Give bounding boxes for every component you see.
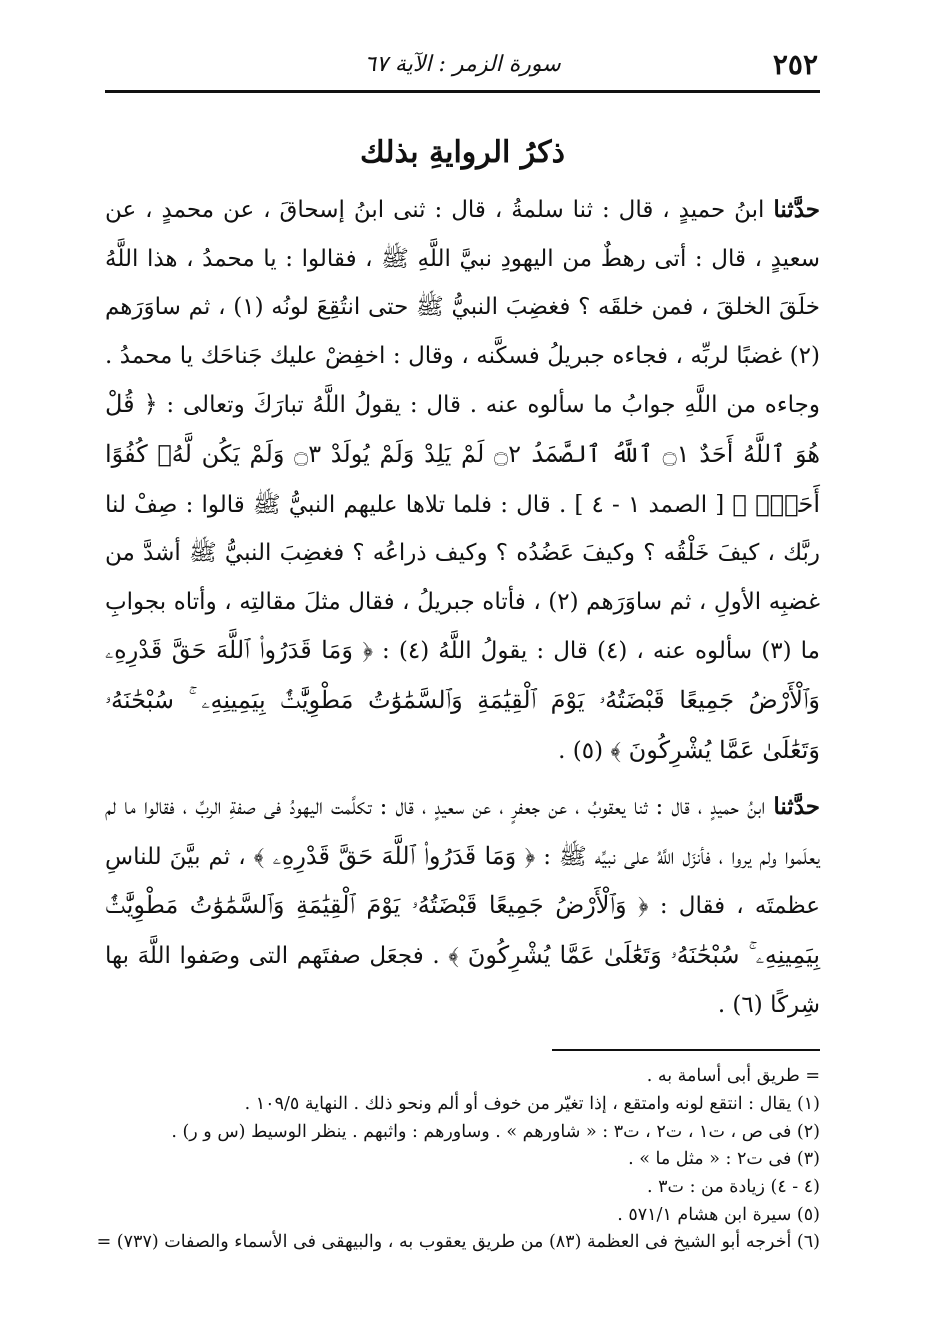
quran-quote: ﴿ وَمَا قَدَرُوا۟ ٱللَّهَ حَقَّ قَدْرِهِۦ وَٱلْأَرْضُ جَمِيعًا قَبْضَتُهُۥ يَوْمَ ٱلْقِيَٰمَةِ وَٱلسَّمَٰوَٰتُ مَطْوِيَّٰتٌۢ بِيَمِينِهِۦ ۚ سُبْحَٰنَهُۥ وَتَعَٰلَىٰ عَمَّا يُشْرِكُونَ ﴾: [105, 636, 820, 764]
narration-text: ابنُ حميدٍ ، قال : ثنا يعقوبُ ، عن جعفرٍ ، عن سعيدٍ ، قال : تكلَّمت اليهودُ فى صفةِ الربِّ ، فقالوا ما لم يعلَموا ولم يروا ، فأنزَل اللَّهُ على نبيِّه ﷺ :: [105, 794, 820, 870]
footnotes: [96, 1063, 820, 1257]
narration-lead: حدَّثنا: [773, 793, 820, 821]
footnote-6: (٦) أخرجه أبو الشيخ فى العظمة (٨٣) من طريق يعقوب به ، والبيهقى فى الأسماء والصفات (٧٣٧) =: [96, 1232, 820, 1253]
narration-text: . فجعَل صفتَهم التى وصَفوا اللَّهَ بها شِركًا (٦) .: [105, 942, 820, 1018]
section-title: ذكرُ الروايةِ بذلك: [360, 135, 565, 170]
narration-lead: حدَّثنا: [773, 196, 820, 223]
page-header: [105, 40, 820, 93]
page-number: ٢٥٢: [772, 48, 818, 81]
footnote-5: (٥) سيرة ابن هشام ٥٧١/١ .: [617, 1204, 820, 1225]
footnote-2: (٢) فى ص ، ت١ ، ت٢ ، ت٣ : « شاورهم » . وساورهم : واثبهم . ينظر الوسيط (س و ر) .: [171, 1121, 820, 1142]
narration-paragraph-1: [105, 186, 820, 775]
footnote-4: (٤ - ٤) زيادة من : ت٣ .: [647, 1176, 820, 1197]
quran-quote: ﴿ قُلْ هُوَ ٱللَّهُ أَحَدٌ ۝١ ٱللَّهُ ٱلصَّمَدُ ۝٢ لَمْ يَلِدْ وَلَمْ يُولَدْ ۝٣ وَلَمْ يَكُن لَّهُۥ كُفُوًا أَحَدٌۢ ﴾: [105, 390, 821, 518]
quran-quote: ﴿ وَمَا قَدَرُوا۟ ٱللَّهَ حَقَّ قَدْرِهِۦ ﴾: [253, 841, 536, 870]
footnote-continuation: = طريق أبى أسامة به .: [646, 1066, 820, 1087]
narration-text: ، ثم بيَّنَ للناسِ عظمتَه ، فقال :: [105, 843, 820, 920]
narration-text: (٥) .: [558, 737, 611, 764]
book-page: [96, 40, 821, 1300]
footnote-1: (١) يقال : انتقع لونه وامتقع ، إذا تغيّر من خوف أو ألم ونحو ذلك . النهاية ١٠٩/٥ .: [244, 1093, 820, 1114]
footnote-3: (٣) فى ت٢ : « مثل ما » .: [628, 1149, 820, 1170]
narration-paragraph-2: [105, 783, 820, 1029]
narration-text: ابنُ حميدٍ ، قال : ثنا سلمةُ ، قال : ثنى ابنُ إسحاقَ ، عن محمدٍ ، عن سعيدٍ ، قال : أتى رهطٌ من اليهودِ نبيَّ اللَّهِ ﷺ ، فقالوا : يا محمدُ ، هذا اللَّهُ خلَقَ الخلقَ ، فمن خلقَه ؟ فغضِبَ النبيُّ ﷺ حتى انتُقِعَ لونُه (١) ، ثم ساوَرَهم (٢) غضبًا لربِّه ، فجاءه جبريلُ فسكَّنه ، وقال : اخفِضْ عليك جَناحَك يا محمدُ . وجاءه من اللَّهِ جوابُ ما سألوه عنه . قال : يقولُ اللَّهُ تبارَكَ وتعالى :: [105, 197, 821, 419]
footnote-separator: [552, 1049, 820, 1051]
running-head: سورة الزمر : الآية ٦٧: [364, 52, 561, 77]
quran-quote: ﴿ وَٱلْأَرْضُ جَمِيعًا قَبْضَتُهُۥ يَوْمَ ٱلْقِيَٰمَةِ وَٱلسَّمَٰوَٰتُ مَطْوِيَّٰتٌۢ بِيَمِينِهِۦ ۚ سُبْحَٰنَهُۥ وَتَعَٰلَىٰ عَمَّا يُشْرِكُونَ ﴾: [105, 891, 820, 969]
narration-text: [ الصمد ١ - ٤ ] . قال : فلما تلاها عليهم النبيُّ ﷺ قالوا : صِفْ لنا ربَّك ، كيفَ خَلْقُه ؟ وكيفَ عَضُدُه ؟ وكيف ذراعُه ؟ فغضِبَ النبيُّ ﷺ أشدَّ من غضبِه الأولِ ، ثم ساوَرَهم (٢) ، فأتاه جبريلُ ، فقال مثلَ مقالتِه ، وأتاه بجوابِ ما (٣) سألوه عنه ، (٤) قال : يقولُ اللَّهُ (٤) :: [105, 491, 820, 665]
